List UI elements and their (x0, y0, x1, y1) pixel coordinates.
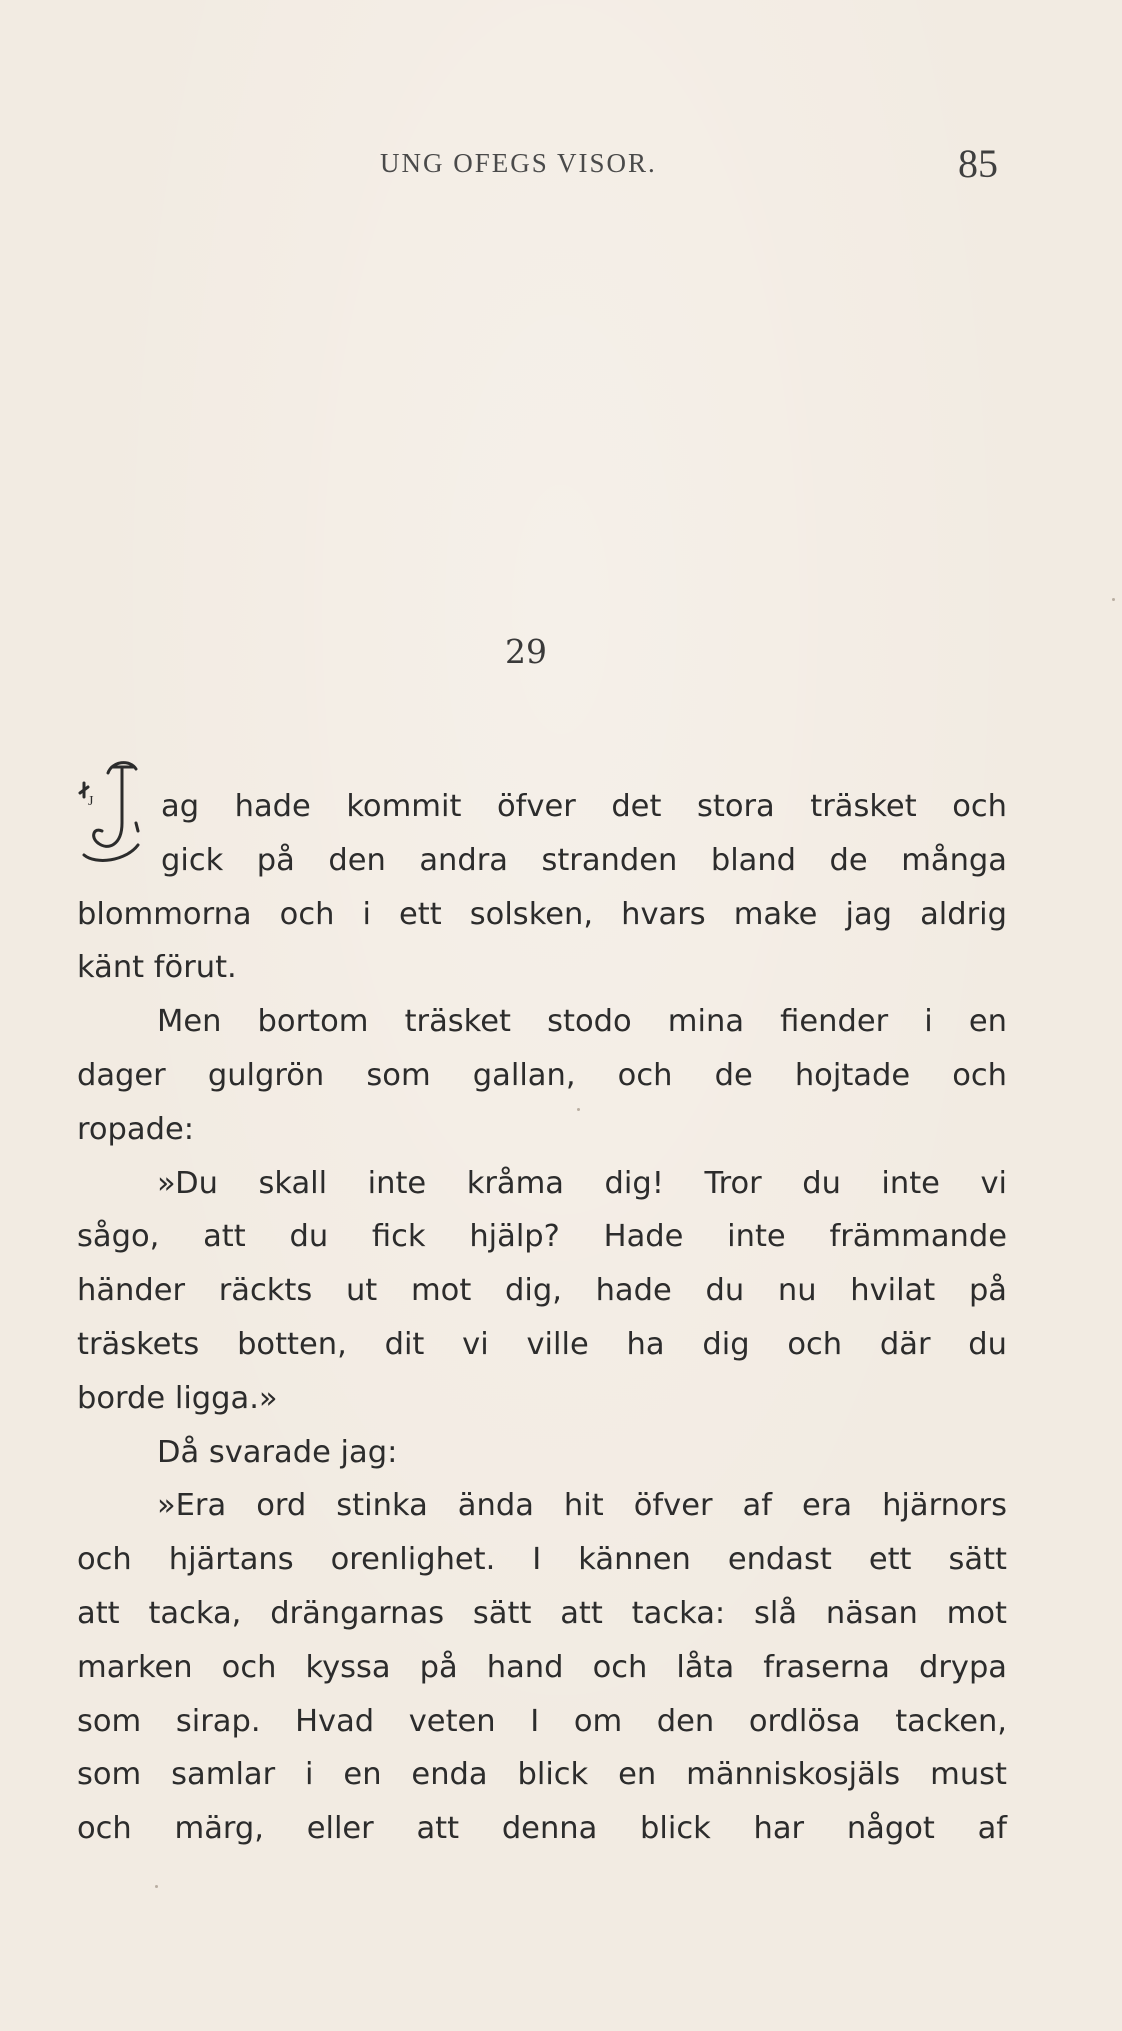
drop-cap-letter: J (88, 794, 94, 809)
body-text (77, 780, 1007, 1856)
paper-speck (1112, 598, 1115, 601)
paper-speck (577, 1108, 580, 1111)
text-line: Då svarade jag: (157, 1434, 398, 1470)
text-line: ag hade kommit öfver det stora träsket och (161, 789, 1007, 824)
text-line: och märg, eller att denna blick har något af (77, 1811, 1007, 1847)
text-line: gick på den andra stranden bland de många (161, 842, 1007, 878)
text-line: »Du skall inte kråma dig! Tror du inte vi (157, 1165, 1007, 1201)
text-line: marken och kyssa på hand och låta fraserna drypa (77, 1649, 1007, 1685)
text-line: händer räckts ut mot dig, hade du nu hvilat på (77, 1273, 1007, 1309)
text-line: som samlar i en enda blick en människosjäls must (77, 1757, 1007, 1793)
text-line: och hjärtans orenlighet. I kännen endast ett sätt (77, 1542, 1007, 1578)
text-line: känt förut. (77, 950, 237, 986)
text-line: borde ligga.» (77, 1380, 278, 1416)
text-line: att tacka, drängarnas sätt att tacka: slå näsan mot (77, 1595, 1007, 1631)
text-line: ropade: (77, 1111, 194, 1147)
text-line: som sirap. Hvad veten I om den ordlösa tacken, (77, 1703, 1007, 1739)
running-head: UNG OFEGS VISOR. (380, 148, 657, 178)
text-line: Men bortom träsket stodo mina fiender i en (157, 1004, 1007, 1040)
section-number: 29 (505, 632, 547, 671)
text-line: träskets botten, dit vi ville ha dig och där du (77, 1326, 1007, 1362)
page-number: 85 (958, 141, 998, 186)
text-line: »Era ord stinka ända hit öfver af era hjärnors (157, 1488, 1007, 1524)
paper-speck (155, 1885, 158, 1888)
text-line: sågo, att du fick hjälp? Hade inte främmande (77, 1219, 1007, 1255)
text-line: blommorna och i ett solsken, hvars make jag aldrig (77, 896, 1007, 932)
text-line: dager gulgrön som gallan, och de hojtade och (77, 1057, 1007, 1093)
